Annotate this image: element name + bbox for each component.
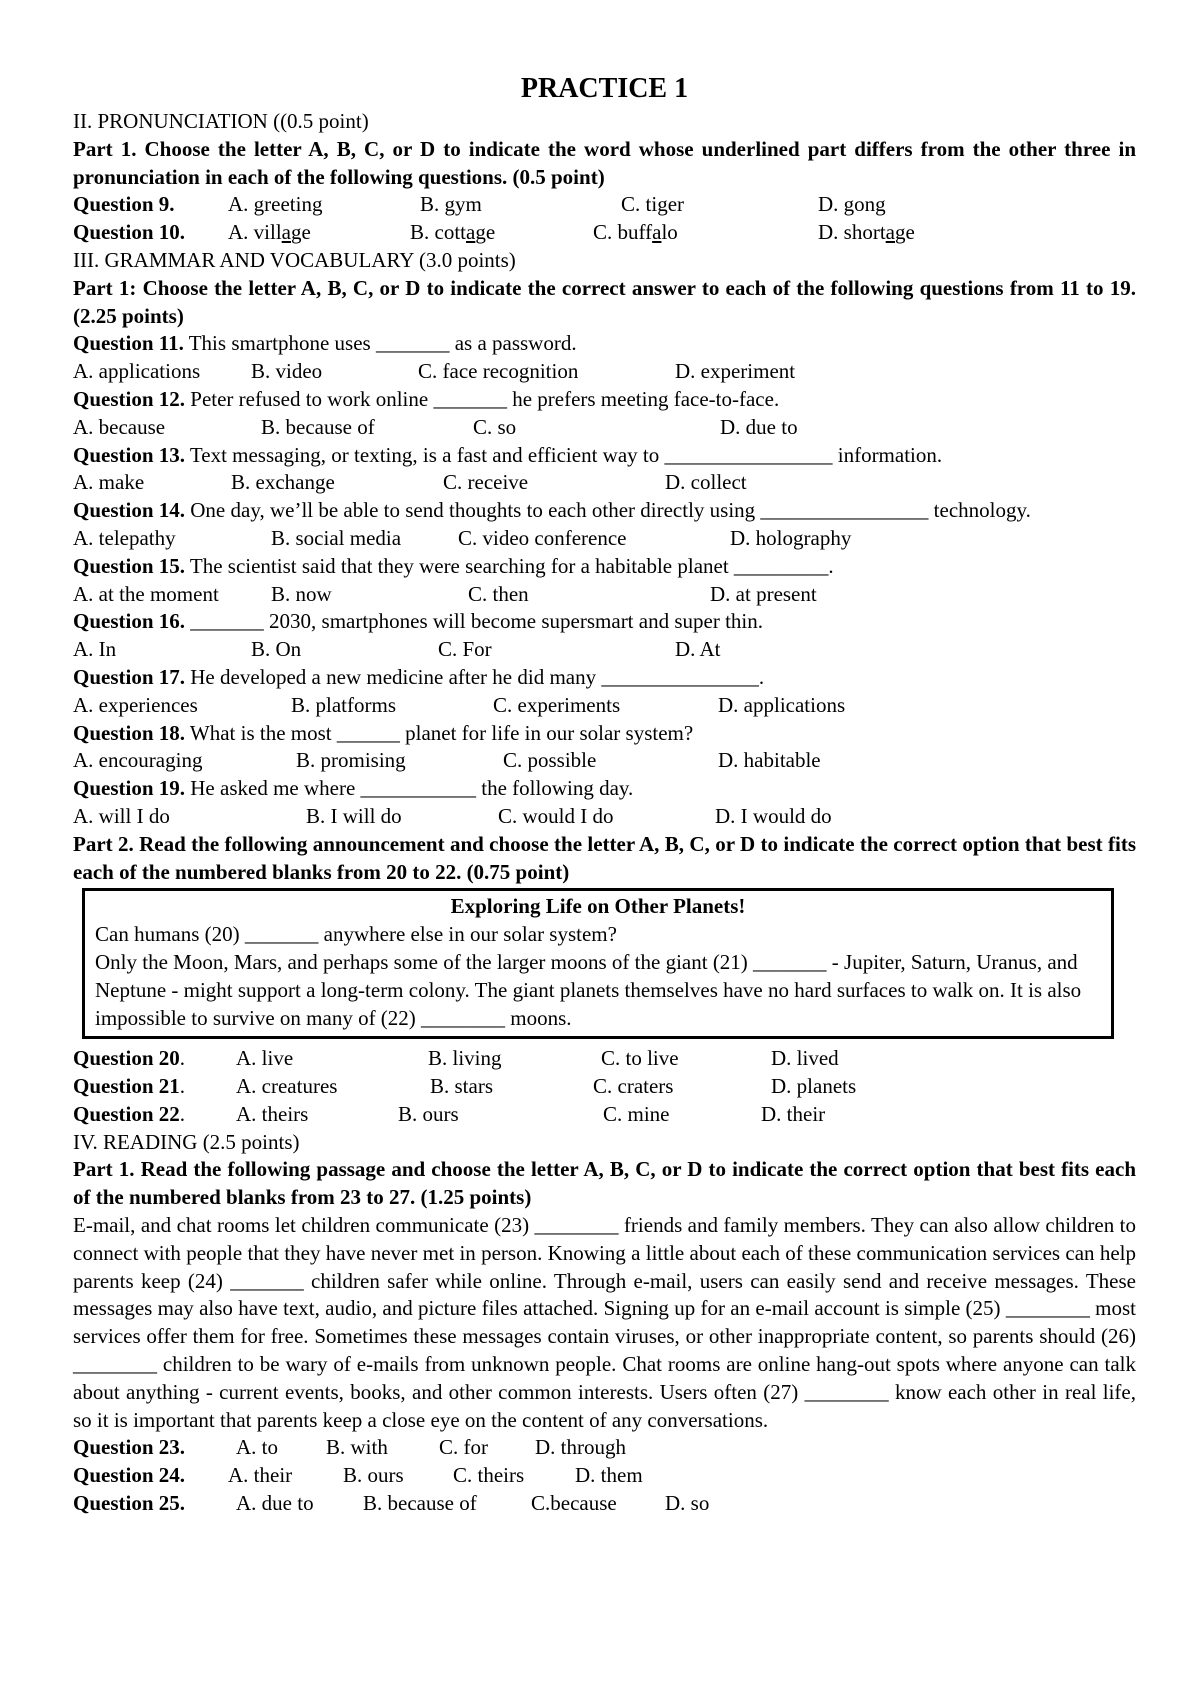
question-20: Question 20. A. live B. living C. to live D. lived	[73, 1046, 839, 1071]
announcement-paragraph: Only the Moon, Mars, and perhaps some of the larger moons of the giant (21) _______ - Jupiter, Saturn, Uranus, and Neptune - might support a long-term colony. The giant planets themselves have no hard surfaces to walk on. It is also impossible to survive on many of (22) ________ moons.	[95, 949, 1082, 1030]
option-c: C. tiger	[621, 192, 685, 217]
question-24: Question 24. A. their B. ours C. theirs D. them	[73, 1463, 643, 1488]
question-22: Question 22. A. theirs B. ours C. mine D. their	[73, 1101, 826, 1126]
option-d: D. shortage	[818, 220, 915, 245]
question-21: Question 21. A. creatures B. stars C. craters D. planets	[73, 1074, 857, 1099]
option-b: B. cottage	[410, 220, 496, 245]
question-12-stem: Question 12. Peter refused to work online _______ he prefers meeting face-to-face.	[73, 386, 780, 411]
grammar-questions	[73, 330, 1136, 830]
question-18-options: A. encouraging B. promising C. possible D. habitable	[73, 748, 821, 773]
option-a: A. village	[228, 220, 311, 245]
section-pronunciation-heading: II. PRONUNCIATION ((0.5 point)	[73, 109, 369, 133]
grammar-part1-instruction: Part 1: Choose the letter A, B, C, or D to indicate the correct answer to each of the following questions from 11 to 19. (2.25 points)	[73, 275, 1136, 328]
worksheet-page	[73, 70, 1136, 1518]
question-17-options: A. experiences B. platforms C. experiments D. applications	[73, 692, 846, 717]
question-19-stem: Question 19. He asked me where ___________ the following day.	[73, 776, 634, 801]
option-d: D. gong	[818, 192, 886, 217]
question-10	[73, 219, 1136, 247]
question-23: Question 23. A. to B. with C. for D. through	[73, 1435, 626, 1460]
question-12-options: A. because B. because of C. so D. due to	[73, 414, 798, 439]
pronunciation-part1-instruction: Part 1. Choose the letter A, B, C, or D to indicate the word whose underlined part differs from the other three in pronunciation in each of the following questions. (0.5 point)	[73, 136, 1136, 189]
question-18-stem: Question 18. What is the most ______ planet for life in our solar system?	[73, 720, 694, 745]
question-25: Question 25. A. due to B. because of C.because D. so	[73, 1491, 710, 1516]
section-grammar-heading: III. GRAMMAR AND VOCABULARY (3.0 points)	[73, 247, 516, 272]
question-17-stem: Question 17. He developed a new medicine after he did many _______________.	[73, 664, 765, 689]
question-16-options: A. In B. On C. For D. At	[73, 637, 721, 662]
question-label: Question 9.	[73, 192, 175, 217]
reading-passage: E-mail, and chat rooms let children communicate (23) ________ friends and family members. They can also allow children to connect with people that they have never met in person. Knowing a little about each of these communication services can help parents keep (24) _______ children safer while online. Through e-mail, users can easily send and receive messages. These messages may also have text, audio, and picture files attached. Signing up for an e-mail account is simple (25) ________ most services offer them for free. Sometimes these messages contain viruses, or other inappropriate content, so parents should (26) ________ children to be wary of e-mails from unknown people. Chat rooms are online hang-out spots where anyone can talk about anything - current events, books, and other common interests. Users often (27) ________ know each other in real life, so it is important that parents keep a close eye on the content of any conversations.	[73, 1213, 1136, 1432]
question-13-options: A. make B. exchange C. receive D. collect	[73, 470, 747, 495]
page-title: PRACTICE 1	[520, 73, 689, 104]
question-9	[73, 191, 1136, 219]
option-b: B. gym	[420, 192, 482, 217]
question-11-stem: Question 11. This smartphone uses _______ as a password.	[73, 331, 577, 356]
question-14-options: A. telepathy B. social media C. video conference D. holography	[73, 525, 852, 550]
question-16-stem: Question 16. _______ 2030, smartphones will become supersmart and super thin.	[73, 609, 763, 634]
question-15-options: A. at the moment B. now C. then D. at present	[73, 581, 817, 606]
question-label: Question 10.	[73, 220, 186, 245]
announcement-box	[82, 888, 1114, 1039]
section-reading-heading: IV. READING (2.5 points)	[73, 1129, 300, 1154]
question-14-stem: Question 14. One day, we’ll be able to send thoughts to each other directly using ________________ technology.	[73, 498, 1031, 523]
question-13-stem: Question 13. Text messaging, or texting, is a fast and efficient way to ________________ information.	[73, 442, 943, 467]
option-c: C. buffalo	[593, 220, 678, 245]
question-19-options: A. will I do B. I will do C. would I do D. I would do	[73, 803, 832, 828]
question-11-options: A. applications B. video C. face recognition D. experiment	[73, 359, 796, 384]
announcement-title: Exploring Life on Other Planets!	[450, 894, 746, 919]
grammar-part2-instruction: Part 2. Read the following announcement and choose the letter A, B, C, or D to indicate the correct option that best fits each of the numbered blanks from 20 to 22. (0.75 point)	[73, 831, 1136, 884]
question-15-stem: Question 15. The scientist said that they were searching for a habitable planet _________.	[73, 553, 834, 578]
reading-part1-instruction: Part 1. Read the following passage and choose the letter A, B, C, or D to indicate the correct option that best fits each of the numbered blanks from 23 to 27. (1.25 points)	[73, 1157, 1136, 1210]
announcement-line-1: Can humans (20) _______ anywhere else in our solar system?	[95, 922, 617, 947]
option-a: A. greeting	[228, 192, 323, 217]
